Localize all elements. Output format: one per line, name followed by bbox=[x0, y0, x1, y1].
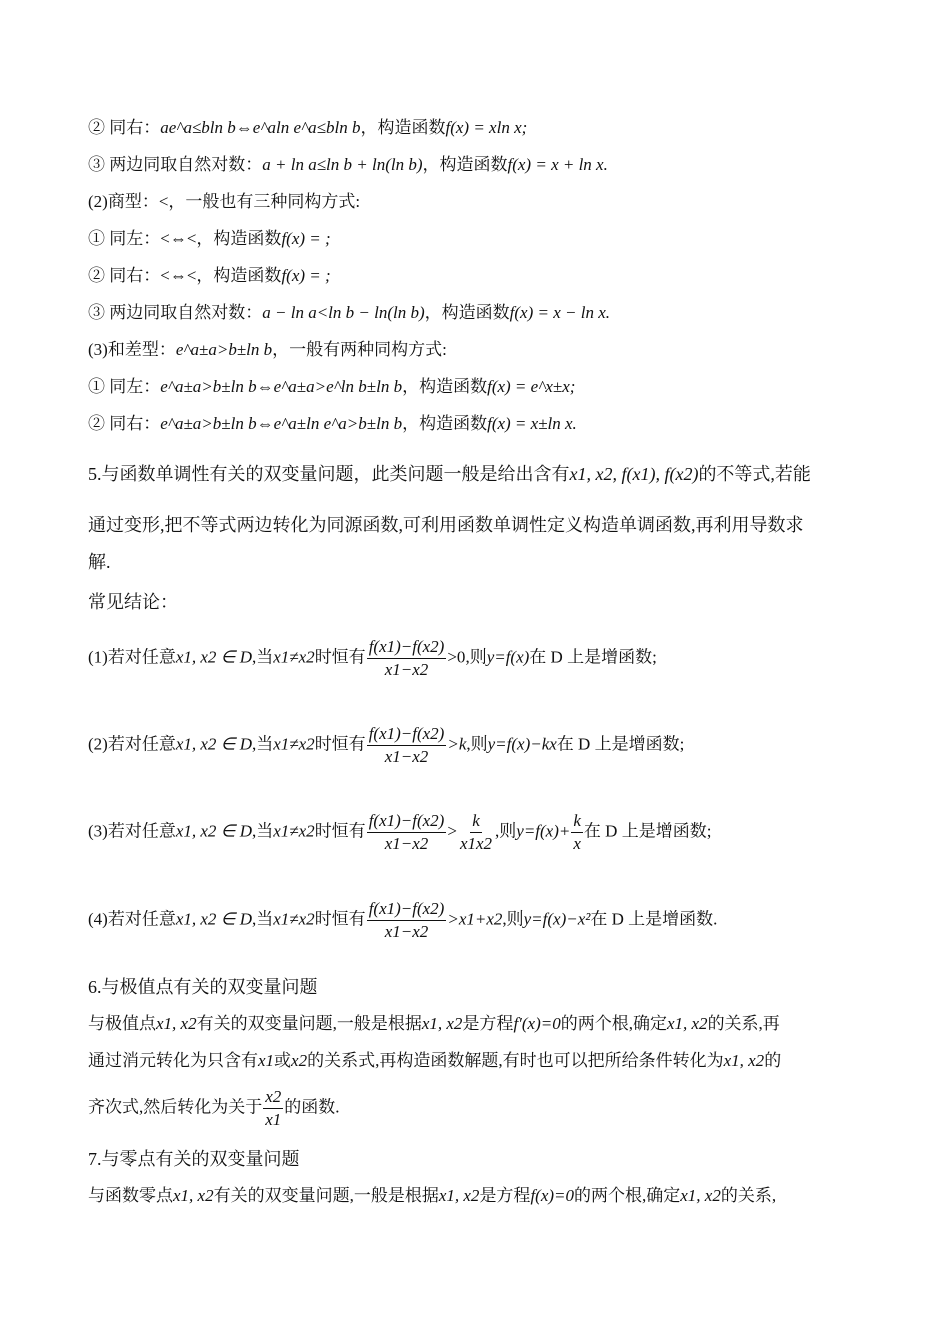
fraction-numerator: f(x1)−f(x2) bbox=[367, 723, 447, 746]
text-line: 与极值点 bbox=[88, 1014, 156, 1033]
text-line: 在 D 上是增函数; bbox=[583, 821, 712, 841]
text-line: 若对任意 bbox=[107, 909, 176, 929]
text-line: 的函数. bbox=[284, 1097, 340, 1117]
math-expression: x1, x2 bbox=[666, 1014, 708, 1033]
math-expression: x1, x2 ∈ D bbox=[175, 909, 253, 929]
text-line: 在 D 上是增函数; bbox=[556, 734, 685, 754]
text-line: ③ 两边同取自然对数： bbox=[88, 303, 263, 322]
math-expression: x1, x2 bbox=[156, 1014, 197, 1033]
text-line bbox=[88, 412, 577, 436]
math-expression: >0 bbox=[447, 647, 466, 667]
text-line: 的两个根,确定 bbox=[560, 1014, 667, 1033]
text-line: 若对任意 bbox=[107, 647, 176, 667]
fraction-denominator: x1x2 bbox=[459, 834, 493, 853]
text-line: ，构造函数 bbox=[402, 414, 488, 433]
text-line: 若对任意 bbox=[107, 821, 176, 841]
text-line: ，构造函数 bbox=[360, 118, 446, 137]
math-expression: y=f(x)−x² bbox=[523, 909, 591, 929]
text-line bbox=[88, 301, 610, 325]
math-expression: >k bbox=[447, 734, 467, 754]
fraction-denominator: x1−x2 bbox=[384, 834, 429, 853]
fraction-denominator: x1−x2 bbox=[384, 922, 429, 941]
text-line: 有关的双变量问题,一般是根据 bbox=[196, 1014, 422, 1033]
fraction bbox=[367, 898, 447, 943]
math-expression: x1, x2 ∈ D bbox=[175, 647, 253, 667]
conclusion-item bbox=[88, 810, 711, 855]
math-expression: f(x) = x + ln x. bbox=[507, 155, 608, 174]
text-line: ，构造函数 bbox=[424, 303, 510, 322]
text-line: 5.与函数单调性有关的双变量问题，此类问题一般是给出含有 bbox=[88, 464, 570, 484]
fraction-denominator: x1−x2 bbox=[384, 747, 429, 766]
math-expression: y=f(x)+ bbox=[516, 821, 571, 841]
text-line: 是方程 bbox=[462, 1014, 514, 1033]
text-line: ① 同左： bbox=[88, 377, 161, 396]
text-line: ，构造函数 bbox=[422, 155, 508, 174]
math-expression: e^a±a>b±ln b⇔e^a±ln e^a>b±ln b bbox=[160, 414, 403, 433]
text-line: ,则 bbox=[495, 821, 517, 841]
text-line: ② 同右：<⇔<，构造函数 bbox=[88, 266, 282, 285]
math-expression: x1 bbox=[258, 1051, 275, 1070]
conclusion-item bbox=[88, 636, 657, 681]
text-line: ，一般有两种同构方式: bbox=[272, 340, 447, 359]
math-expression: e^a±a>b±ln b bbox=[175, 340, 273, 359]
math-expression: f(x) = xln x; bbox=[445, 118, 528, 137]
text-line bbox=[88, 227, 331, 251]
section-title: 7.与零点有关的双变量问题 bbox=[88, 1149, 300, 1169]
text-line: 是方程 bbox=[479, 1186, 531, 1205]
item-number: (4) bbox=[88, 909, 108, 929]
text-line: 在 D 上是增函数. bbox=[590, 909, 718, 929]
fraction bbox=[263, 1086, 283, 1131]
text-line: ,当 bbox=[252, 734, 274, 754]
math-expression: f(x) = ; bbox=[281, 266, 331, 285]
item-number: (3) bbox=[88, 821, 108, 841]
paragraph-line bbox=[88, 1184, 776, 1208]
math-expression: x1, x2 bbox=[438, 1186, 480, 1205]
text-line: ② 同右： bbox=[88, 414, 161, 433]
math-expression: > bbox=[447, 821, 457, 841]
math-expression: f(x) = ; bbox=[281, 229, 331, 248]
text-line bbox=[88, 264, 331, 288]
item-number: (1) bbox=[88, 647, 108, 667]
math-expression: x1, x2 bbox=[723, 1051, 765, 1070]
text-line: ,则 bbox=[465, 647, 487, 667]
text-line: 的关系,再 bbox=[707, 1014, 780, 1033]
math-expression: a − ln a<ln b − ln(ln b) bbox=[262, 303, 425, 322]
text-line: 时恒有 bbox=[314, 734, 366, 754]
fraction bbox=[367, 810, 447, 855]
math-expression: x1, x2 ∈ D bbox=[175, 821, 253, 841]
section-title: 6.与极值点有关的双变量问题 bbox=[88, 977, 318, 997]
math-expression: x1≠x2 bbox=[273, 821, 315, 841]
conclusions-title: 常见结论： bbox=[88, 592, 178, 612]
math-expression: x2 bbox=[291, 1051, 308, 1070]
text-line: ,则 bbox=[466, 734, 488, 754]
text-line: 的关系, bbox=[720, 1186, 777, 1205]
math-expression: >x1+x2 bbox=[447, 909, 503, 929]
math-expression: f(x) = x±ln x. bbox=[487, 414, 577, 433]
paragraph-line bbox=[88, 462, 811, 486]
math-expression: f′(x)=0 bbox=[513, 1014, 561, 1033]
math-expression: x1, x2 bbox=[421, 1014, 463, 1033]
text-line: 有关的双变量问题,一般是根据 bbox=[213, 1186, 439, 1205]
text-line: 的 bbox=[764, 1051, 782, 1070]
fraction bbox=[367, 723, 447, 768]
text-line: 时恒有 bbox=[314, 647, 366, 667]
fraction-numerator: k bbox=[470, 810, 482, 833]
text-line: 的关系式,再构造函数解题,有时也可以把所给条件转化为 bbox=[307, 1051, 724, 1070]
text-line: ② 同右： bbox=[88, 118, 161, 137]
math-expression: e^a±a>b±ln b⇔e^a±a>e^ln b±ln b bbox=[160, 377, 403, 396]
math-expression: f(x) = x − ln x. bbox=[509, 303, 610, 322]
text-line: (2)商型：<，一般也有三种同构方式: bbox=[88, 192, 361, 211]
math-expression: x1, x2 bbox=[173, 1186, 214, 1205]
text-line: ,当 bbox=[252, 821, 274, 841]
text-line bbox=[88, 375, 575, 399]
text-line bbox=[88, 153, 608, 177]
text-line: 时恒有 bbox=[314, 821, 366, 841]
fraction-numerator: f(x1)−f(x2) bbox=[367, 636, 447, 659]
math-expression: x1, x2 ∈ D bbox=[175, 734, 253, 754]
fraction-denominator: x1−x2 bbox=[384, 660, 429, 679]
math-expression: x1≠x2 bbox=[273, 734, 315, 754]
math-expression: f(x) = e^x±x; bbox=[487, 377, 576, 396]
text-line: 通过消元转化为只含有 bbox=[88, 1051, 258, 1070]
fraction bbox=[458, 810, 494, 855]
math-expression: x1≠x2 bbox=[273, 647, 315, 667]
item-number: (2) bbox=[88, 734, 108, 754]
math-expression: a + ln a≤ln b + ln(ln b) bbox=[262, 155, 423, 174]
text-line: 的两个根,确定 bbox=[574, 1186, 681, 1205]
text-line: 时恒有 bbox=[314, 909, 366, 929]
text-line: (3)和差型： bbox=[88, 340, 176, 359]
fraction bbox=[367, 636, 447, 681]
math-expression: f(x)=0 bbox=[530, 1186, 574, 1205]
text-line: 的不等式,若能 bbox=[698, 464, 811, 484]
math-expression: x1≠x2 bbox=[273, 909, 315, 929]
conclusion-item bbox=[88, 723, 684, 768]
text-line bbox=[88, 116, 527, 140]
text-line: 与函数零点 bbox=[88, 1186, 173, 1205]
text-line bbox=[88, 338, 447, 362]
text-line: ,则 bbox=[502, 909, 524, 929]
text-line: ，构造函数 bbox=[402, 377, 488, 396]
math-expression: y=f(x)−kx bbox=[487, 734, 557, 754]
fraction-numerator: f(x1)−f(x2) bbox=[367, 810, 447, 833]
text-line: ,当 bbox=[252, 647, 274, 667]
math-expression: x1, x2 bbox=[680, 1186, 721, 1205]
fraction-numerator: k bbox=[571, 810, 583, 833]
text-line: 齐次式,然后转化为关于 bbox=[88, 1097, 263, 1117]
paragraph-line bbox=[88, 1086, 340, 1131]
math-expression: y=f(x) bbox=[486, 647, 530, 667]
fraction-denominator: x1 bbox=[265, 1110, 282, 1129]
paragraph-line bbox=[88, 1012, 780, 1036]
text-line: 在 D 上是增函数; bbox=[529, 647, 657, 667]
fraction bbox=[571, 810, 583, 855]
fraction-denominator: x bbox=[573, 834, 581, 853]
text-line: 或 bbox=[274, 1051, 292, 1070]
paragraph-line bbox=[88, 1049, 781, 1073]
text-line: ,当 bbox=[252, 909, 274, 929]
fraction-numerator: x2 bbox=[263, 1086, 283, 1109]
text-line: 若对任意 bbox=[107, 734, 176, 754]
text-line: ① 同左：<⇔<，构造函数 bbox=[88, 229, 282, 248]
text-line: ③ 两边同取自然对数： bbox=[88, 155, 263, 174]
math-expression: x1, x2, f(x1), f(x2) bbox=[569, 464, 699, 484]
conclusion-item bbox=[88, 898, 717, 943]
fraction-numerator: f(x1)−f(x2) bbox=[367, 898, 447, 921]
paragraph-line: 通过变形,把不等式两边转化为同源函数,可利用函数单调性定义构造单调函数,再利用导数求 bbox=[88, 515, 804, 535]
math-expression: ae^a≤bln b⇔e^aln e^a≤bln b bbox=[160, 118, 361, 137]
paragraph-line: 解. bbox=[88, 552, 111, 572]
